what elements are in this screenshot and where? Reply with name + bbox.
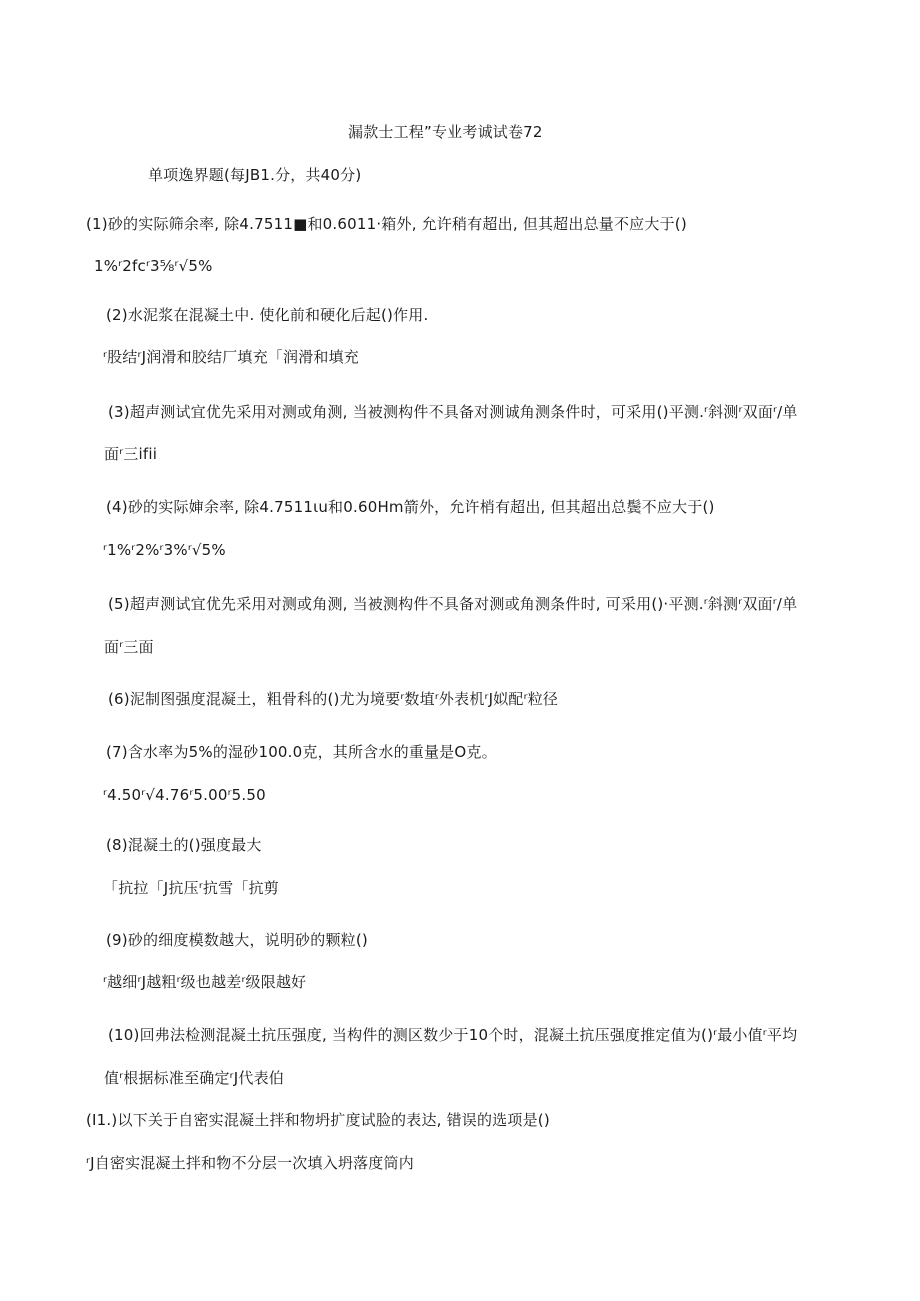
options-4: ʳ1%ʳ2%ʳ3%ʳ√5%	[103, 541, 226, 559]
options-7: ʳ4.50ʳ√4.76ʳ5.00ʳ5.50	[103, 786, 266, 804]
question-8: (8)混凝土的()强度最大	[106, 836, 262, 854]
options-8: 「抗拉「J抗压ʳ抗雪「抗剪	[103, 879, 279, 897]
question-9: (9)砂的细度模数越大，说明砂的颗粒()	[106, 931, 368, 949]
question-6: (6)泥制图强度混凝土，粗骨科的()尤为境要ʳ数埴ʳ外表机ʳJ姒配ʳ粒径	[108, 690, 559, 708]
options-1: 1%ʳ2fcʳ3⅝ʳ√5%	[94, 257, 213, 275]
question-5: (5)超声测试宜优先采用对测或角测, 当被测构件不具备对测或角测条件时, 可采用()·平测.ʳ斜测ʳ双面ʳ/单	[108, 595, 798, 613]
section-heading: 单项逸界题(每JB1.分，共40分)	[148, 166, 362, 184]
question-3-cont: 面ʳ三ifii	[104, 445, 158, 463]
question-2: (2)水泥浆在混凝土中. 使化前和硬化后起()作用.	[106, 306, 429, 324]
exam-title: 漏款士工程”专业考诚试卷72	[348, 123, 543, 141]
question-1: (1)砂的实际筛余率, 除4.7511■和0.6011·箱外, 允许稍有超出, 但其超出总量不应大于()	[86, 215, 687, 233]
question-5-cont: 面ʳ三面	[104, 638, 154, 656]
question-10: (10)回弗法检测混凝土抗压强度, 当构件的测区数少于10个时，混凝土抗压强度推定值为()ʳ最小值ʳ平均	[108, 1026, 798, 1044]
question-10-cont: 值ʳ根据标准至确定ʳJ代表伯	[104, 1069, 284, 1087]
options-2: ʳ股结ʳJ润滑和胶结厂填充「润滑和填充	[103, 348, 359, 366]
options-9: ʳ越细ʳJ越粗ʳ级也越差ʳ级限越好	[103, 973, 307, 991]
question-4: (4)砂的实际婶余率, 除4.7511ιu和0.60Hm箭外，允许梢有超出, 但其超出总鬓不应大于()	[106, 498, 715, 516]
question-3: (3)超声测试宜优先采用对测或角测, 当被测构件不具备对测诚角测条件时，可采用()平测.ʳ斜测ʳ双面ʳ/单	[108, 403, 798, 421]
question-7: (7)含水率为5%的湿砂100.0克，其所含水的重量是O克。	[106, 743, 497, 761]
question-11: (I1.)以下关于自密实混凝土拌和物坍扩度试脸的表达, 错误的选项是()	[86, 1111, 550, 1129]
options-11: ʳJ自密实混凝土拌和物不分层一次填入坍落度筒内	[86, 1154, 414, 1172]
